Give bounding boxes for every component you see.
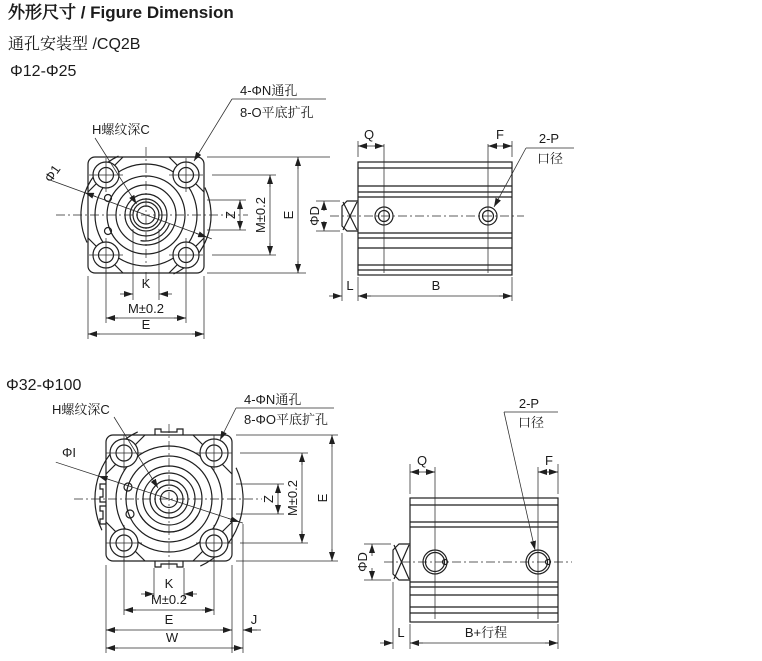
s2-dim-z-label: Z [261,495,276,503]
s2-dim-w-label: W [165,630,179,645]
s1-dim-z-label: Z [223,211,238,219]
s1-dim-k-label: K [141,276,151,291]
s2-port-caliber-label: 口径 [517,415,545,430]
size-range-1: Φ12-Φ25 [10,63,77,80]
s1-bore-diameter-label: Φ1 [41,161,64,185]
s1-dim-e-horizontal-label: E [141,317,151,332]
s1-thread-note-label: H螺纹深C [92,122,150,137]
s1-dim-e-vertical-label: E [281,210,296,220]
s1-dim-l-label: L [346,278,354,293]
s2-hole-notes-leader [220,392,334,440]
s1-dim-l [329,233,371,301]
s2-cylinder-body [410,498,558,622]
s2-sensor-slot-left-lower [100,506,106,524]
s1-cylinder-body [358,162,512,275]
s1-port-caliber-label: 口径 [536,151,564,166]
s2-bore-diameter-label: ΦI [62,445,76,460]
s1-side-view [307,127,574,301]
s2-port-count-label: 2-P [518,396,540,411]
s2-through-hole-note: 4-ΦN通孔 [244,392,302,407]
s2-dim-rod-diameter-label: ΦD [355,552,370,572]
s2-ports [423,467,551,619]
s2-dim-f-label: F [545,453,553,468]
s2-dim-m-horizontal-label: M±0.2 [150,592,188,607]
s1-ports [375,144,497,273]
s1-port-note [494,131,574,207]
s2-counterbore-note: 8-ΦO平底扩孔 [244,412,329,427]
s1-dim-q [358,127,384,157]
s2-dim-b-stroke [410,624,558,649]
s1-through-hole-note: 4-ΦN通孔 [240,83,298,98]
s1-dim-b [358,277,512,301]
s2-side-view [355,396,572,649]
s1-dim-m-horizontal-label: M±0.2 [127,301,165,316]
s2-dim-j [243,612,261,630]
mounting-type-subtitle: 通孔安装型 /CQ2B [8,36,141,53]
s1-dim-f [488,127,512,157]
s2-dim-l [380,582,423,649]
s2-thread-note-label: H螺纹深C [52,402,110,417]
s2-dim-q-label: Q [416,453,428,468]
s1-hole-notes-leader [194,83,326,161]
s1-dim-m-vertical-label: M±0.2 [253,196,268,234]
s2-dim-j-label: J [250,612,258,627]
s1-dim-f-label: F [496,127,504,142]
s2-dim-w [106,630,243,648]
s1-dim-q-label: Q [363,127,375,142]
s1-dim-b-label: B [431,278,441,293]
s2-dim-f [538,453,558,494]
s2-dim-m-vertical-label: M±0.2 [285,479,300,517]
s1-counterbore-note: 8-O平底扩孔 [240,105,314,120]
s1-port-count-label: 2-P [538,131,560,146]
s2-dim-e-vertical-label: E [315,493,330,503]
size-range-2: Φ32-Φ100 [6,377,82,394]
s2-dim-e-horizontal-label: E [164,612,174,627]
s2-dim-k-label: K [164,576,174,591]
s2-dim-q [410,453,435,494]
s2-dim-l-label: L [397,625,405,640]
s1-dim-rod-diameter-label: ΦD [307,206,322,226]
s1-front-view [41,83,330,339]
page-title: 外形尺寸 / Figure Dimension [8,3,234,22]
s2-front-view [52,392,338,653]
s2-dim-b-label: B+行程 [464,625,508,640]
